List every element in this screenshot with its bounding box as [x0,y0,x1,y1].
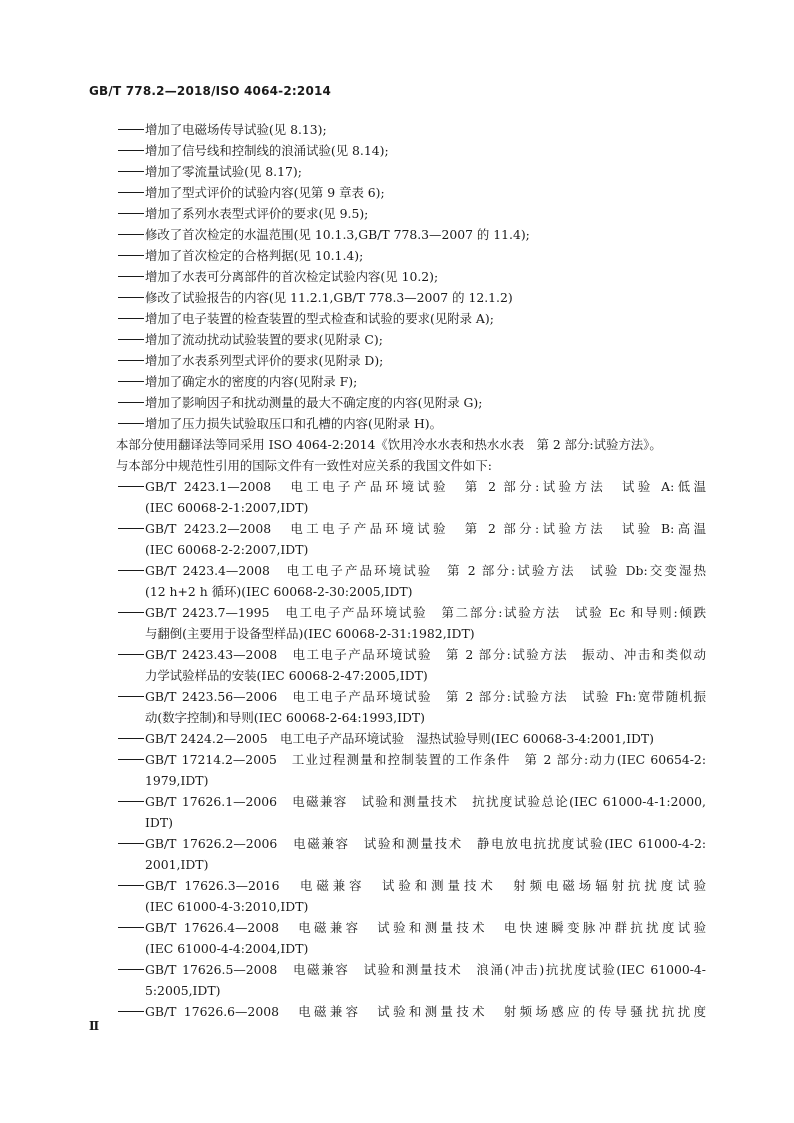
intro-paragraph: 本部分使用翻译法等同采用 ISO 4064-2:2014《饮用冷水水表和热水水表 第 2 部分:试验方法》。 [116,437,662,452]
list-item: 增加了压力损失试验取压口和孔槽的内容(见附录 H)。 [118,413,706,434]
em-dash [118,885,144,886]
em-dash [118,612,144,613]
reference-item: GB/T 17626.6—2008 电磁兼容 试验和测量技术 射频场感应的传导骚扰抗扰度 [118,1001,706,1022]
list-item: 增加了型式评价的试验内容(见第 9 章表 6); [118,182,706,203]
reference-item: GB/T 17626.2—2006 电磁兼容 试验和测量技术 静电放电抗扰度试验(IEC 61000-4-2: 2001,IDT) [118,833,706,875]
em-dash [118,528,144,529]
reference-item: GB/T 2423.56—2006 电工电子产品环境试验 第 2 部分:试验方法 试验 Fh:宽带随机振 动(数字控制)和导则(IEC 60068-2-64:1993,IDT) [118,686,706,728]
reference-item: GB/T 17626.1—2006 电磁兼容 试验和测量技术 抗扰度试验总论(IEC 61000-4-1:2000, IDT) [118,791,706,833]
list-item: 增加了电子装置的检查装置的型式检查和试验的要求(见附录 A); [118,308,706,329]
em-dash [118,969,144,970]
list-item: 修改了试验报告的内容(见 11.2.1,GB/T 778.3—2007 的 12.1.2) [118,287,706,308]
em-dash [118,738,144,739]
em-dash [118,381,144,382]
reference-item: GB/T 2423.1—2008 电工电子产品环境试验 第 2 部分:试验方法 试验 A:低温 (IEC 60068-2-1:2007,IDT) [118,476,706,518]
em-dash [118,360,144,361]
em-dash [118,129,144,130]
em-dash [118,339,144,340]
reference-item: GB/T 2424.2—2005 电工电子产品环境试验 湿热试验导则(IEC 60068-3-4:2001,IDT) [118,728,706,749]
reference-item: GB/T 17626.3—2016 电磁兼容 试验和测量技术 射频电磁场辐射抗扰度试验 (IEC 61000-4-3:2010,IDT) [118,875,706,917]
list-item: 增加了首次检定的合格判据(见 10.1.4); [118,245,706,266]
em-dash [118,801,144,802]
reference-item: GB/T 17214.2—2005 工业过程测量和控制装置的工作条件 第 2 部分:动力(IEC 60654-2: 1979,IDT) [118,749,706,791]
em-dash [118,402,144,403]
intro-paragraph: 与本部分中规范性引用的国际文件有一致性对应关系的我国文件如下: [116,458,492,473]
reference-item: GB/T 17626.5—2008 电磁兼容 试验和测量技术 浪涌(冲击)抗扰度试验(IEC 61000-4- 5:2005,IDT) [118,959,706,1001]
list-item: 增加了系列水表型式评价的要求(见 9.5); [118,203,706,224]
reference-item: GB/T 2423.4—2008 电工电子产品环境试验 第 2 部分:试验方法 试验 Db:交变湿热 (12 h+2 h 循环)(IEC 60068-2-30:2005,IDT) [118,560,706,602]
list-item: 增加了水表可分离部件的首次检定试验内容(见 10.2); [118,266,706,287]
em-dash [118,171,144,172]
em-dash [118,276,144,277]
em-dash [118,213,144,214]
em-dash [118,654,144,655]
list-item: 增加了确定水的密度的内容(见附录 F); [118,371,706,392]
em-dash [118,570,144,571]
em-dash [118,1011,144,1012]
list-item: 增加了信号线和控制线的浪涌试验(见 8.14); [118,140,706,161]
em-dash [118,255,144,256]
list-item: 增加了水表系列型式评价的要求(见附录 D); [118,350,706,371]
em-dash [118,759,144,760]
document-body [118,119,706,1022]
em-dash [118,297,144,298]
reference-item: GB/T 17626.4—2008 电磁兼容 试验和测量技术 电快速瞬变脉冲群抗扰度试验 (IEC 61000-4-4:2004,IDT) [118,917,706,959]
list-item: 增加了流动扰动试验装置的要求(见附录 C); [118,329,706,350]
em-dash [118,150,144,151]
list-item: 增加了零流量试验(见 8.17); [118,161,706,182]
list-item: 增加了影响因子和扰动测量的最大不确定度的内容(见附录 G); [118,392,706,413]
page-header: GB/T 778.2—2018/ISO 4064-2:2014 [89,84,332,98]
reference-item: GB/T 2423.7—1995 电工电子产品环境试验 第二部分:试验方法 试验 Ec 和导则:倾跌 与翻倒(主要用于设备型样品)(IEC 60068-2-31:1982,IDT) [118,602,706,644]
list-item: 修改了首次检定的水温范围(见 10.1.3,GB/T 778.3—2007 的 11.4); [118,224,706,245]
em-dash [118,234,144,235]
reference-item: GB/T 2423.2—2008 电工电子产品环境试验 第 2 部分:试验方法 试验 B:高温 (IEC 60068-2-2:2007,IDT) [118,518,706,560]
page-number: Ⅱ [89,1019,100,1033]
em-dash [118,843,144,844]
em-dash [118,486,144,487]
em-dash [118,192,144,193]
em-dash [118,927,144,928]
list-item: 增加了电磁场传导试验(见 8.13); [118,119,706,140]
reference-item: GB/T 2423.43—2008 电工电子产品环境试验 第 2 部分:试验方法 振动、冲击和类似动 力学试验样品的安装(IEC 60068-2-47:2005,IDT) [118,644,706,686]
em-dash [118,423,144,424]
em-dash [118,696,144,697]
em-dash [118,318,144,319]
